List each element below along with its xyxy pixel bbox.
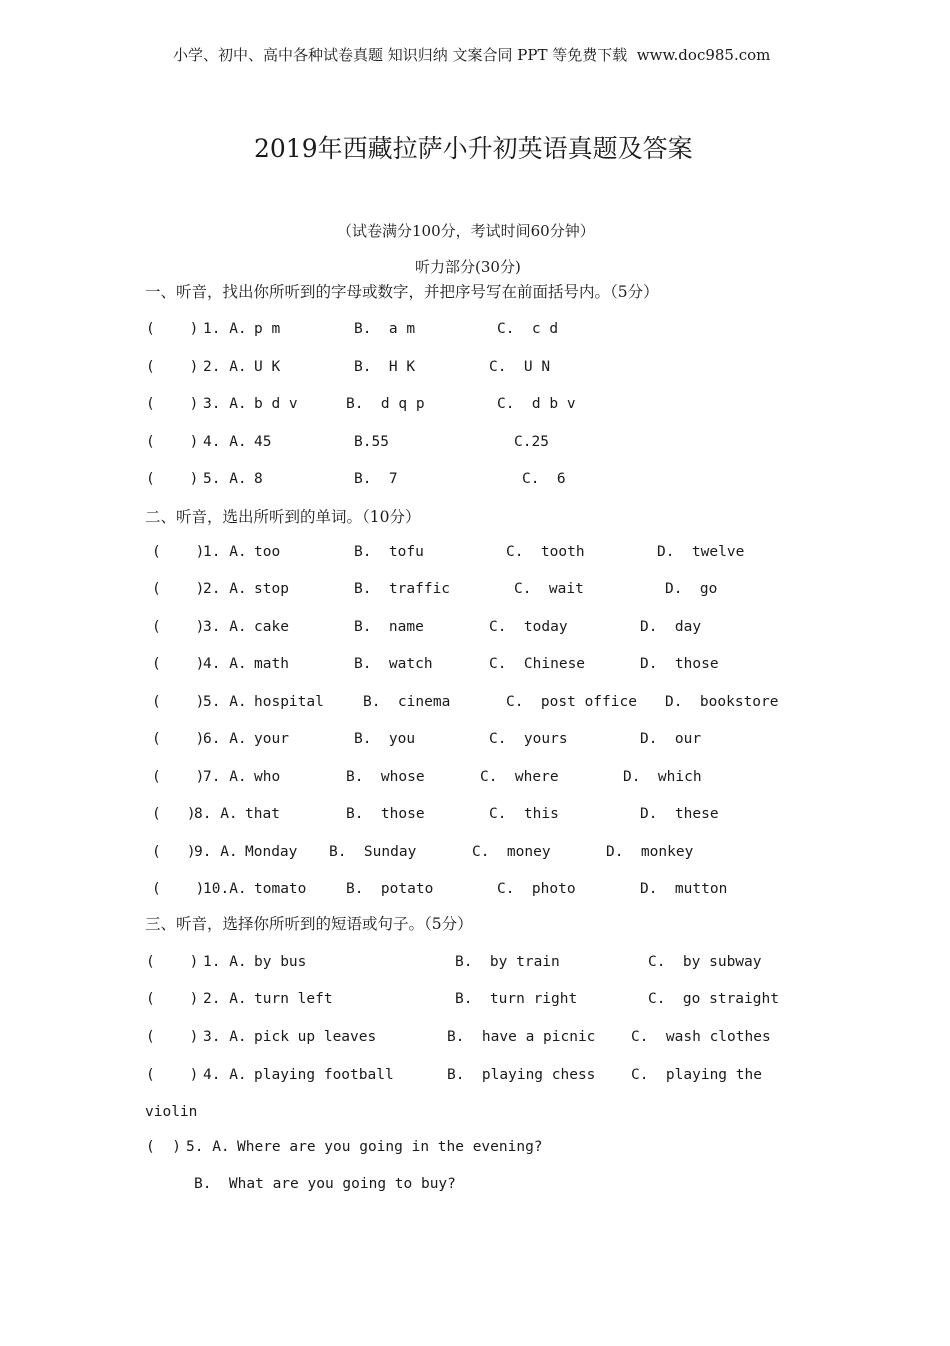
option: D. twelve [657,544,745,560]
option: B. name [354,619,424,635]
option: turn left [254,991,333,1007]
option: D. bookstore [665,694,779,710]
question-number: 5. A. [203,694,247,710]
question-number: 3. A. [203,619,247,635]
option: B. watch [354,656,433,672]
option: D. which [623,769,702,785]
option: D. our [640,731,702,747]
page-header: 小学、初中、高中各种试卷真题 知识归纳 文案合同 PPT 等免费下载 www.doc985.com [173,46,771,64]
wrapped-option-text: violin [145,1104,198,1120]
option: Monday [245,844,298,860]
exam-info: （试卷满分100分，考试时间60分钟） [337,222,595,240]
option: C. money [472,844,551,860]
section-heading: 三、听音，选择你所听到的短语或句子。（5分） [145,915,473,933]
option: math [254,656,289,672]
option: C. 6 [522,471,566,487]
answer-bracket: ( ) [152,656,205,672]
answer-bracket: ( ) [146,396,199,412]
question-number: 3. A. [203,1029,247,1045]
option: C. c d [497,321,559,337]
option: C. post office [506,694,637,710]
answer-bracket: ( ) [146,954,199,970]
answer-bracket: ( ) [152,881,205,897]
question-number: 7. A. [203,769,247,785]
option: by bus [254,954,307,970]
option: U K [254,359,281,375]
option: B. cinema [363,694,451,710]
option: p m [254,321,281,337]
option: C. tooth [506,544,585,560]
option: B. whose [346,769,425,785]
question-number: 4. A. [203,1067,247,1083]
question-number: 9. A. [194,844,238,860]
option: D. mutton [640,881,728,897]
option: C. today [489,619,568,635]
option: B. tofu [354,544,424,560]
answer-bracket: ( ) [146,991,199,1007]
option: B. d q p [346,396,425,412]
option: C. where [480,769,559,785]
answer-bracket: ( ) [152,581,205,597]
option: your [254,731,289,747]
part-title: 听力部分(30分) [415,258,521,276]
question-number: 10.A. [203,881,247,897]
section-heading: 二、听音，选出所听到的单词。（10分） [145,508,421,526]
option: B. have a picnic [447,1029,596,1045]
question-number: 5. A. [186,1139,230,1155]
option: tomato [254,881,307,897]
option: pick up leaves [254,1029,377,1045]
option: C. U N [489,359,551,375]
option: who [254,769,281,785]
option: D. monkey [606,844,694,860]
option: B. by train [455,954,560,970]
option: B. playing chess [447,1067,596,1083]
option: D. those [640,656,719,672]
question-number: 1. A. [203,544,247,560]
option: D. day [640,619,702,635]
answer-bracket: ( ) [152,844,196,860]
question-number: 5. A. [203,471,247,487]
option: that [245,806,280,822]
question-number: 6. A. [203,731,247,747]
option: C. playing the [631,1067,762,1083]
answer-bracket: ( ) [152,731,205,747]
option: C. Chinese [489,656,586,672]
option: C. by subway [648,954,762,970]
option: C. wait [514,581,584,597]
option: B. a m [354,321,416,337]
answer-bracket: ( ) [146,321,199,337]
option: B. Sunday [329,844,417,860]
question-number: 8. A. [194,806,238,822]
option: playing football [254,1067,394,1083]
option: B.55 [354,434,389,450]
option: 45 [254,434,272,450]
option: b d v [254,396,298,412]
question-number: 1. A. [203,321,247,337]
question-number: 2. A. [203,359,247,375]
option: cake [254,619,289,635]
option: C. wash clothes [631,1029,771,1045]
answer-bracket: ( ) [146,1067,199,1083]
option: 8 [254,471,263,487]
option: Where are you going in the evening? [237,1139,543,1155]
option: hospital [254,694,324,710]
option: C. photo [497,881,576,897]
answer-bracket: ( ) [146,359,199,375]
option: C. go straight [648,991,779,1007]
option: C. this [489,806,559,822]
option: C.25 [514,434,549,450]
answer-bracket: ( ) [152,806,196,822]
question-number: 1. A. [203,954,247,970]
option: D. go [665,581,718,597]
question-number: 4. A. [203,434,247,450]
option: C. yours [489,731,568,747]
answer-bracket: ( ) [152,694,205,710]
option: B. potato [346,881,434,897]
answer-bracket: ( ) [146,1139,181,1155]
question-number: 2. A. [203,991,247,1007]
answer-bracket: ( ) [152,769,205,785]
question-number: 2. A. [203,581,247,597]
option: C. d b v [497,396,576,412]
option: B. traffic [354,581,451,597]
answer-bracket: ( ) [146,434,199,450]
option: D. these [640,806,719,822]
option: stop [254,581,289,597]
option: B. turn right [455,991,578,1007]
answer-bracket: ( ) [146,471,199,487]
answer-bracket: ( ) [146,1029,199,1045]
option: B. those [346,806,425,822]
option: B. H K [354,359,416,375]
question-number: 4. A. [203,656,247,672]
option: B. What are you going to buy? [194,1176,456,1192]
page-title: 2019年西藏拉萨小升初英语真题及答案 [254,134,693,163]
section-heading: 一、听音，找出你所听到的字母或数字，并把序号写在前面括号内。（5分） [145,283,659,301]
option: too [254,544,281,560]
option: B. you [354,731,416,747]
option: B. 7 [354,471,398,487]
answer-bracket: ( ) [152,619,205,635]
answer-bracket: ( ) [152,544,205,560]
question-number: 3. A. [203,396,247,412]
